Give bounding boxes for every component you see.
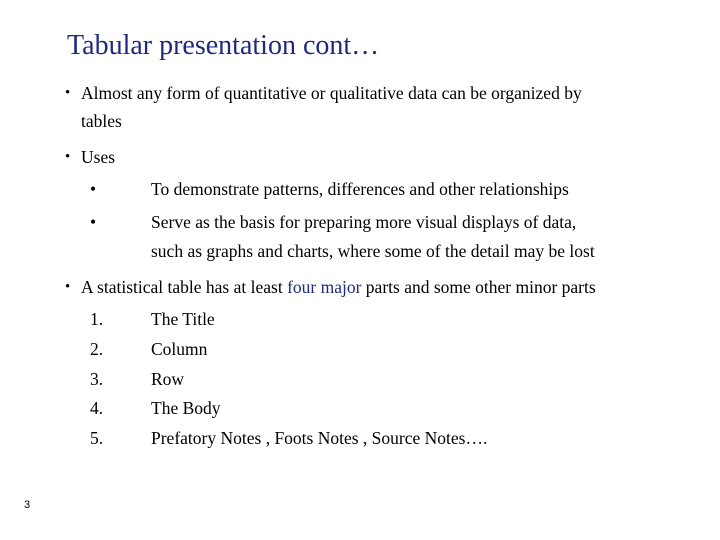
uses-item-text: To demonstrate patterns, differences and other relationships xyxy=(151,179,569,199)
bullet-dot-icon: • xyxy=(65,85,71,101)
item-text: The Title xyxy=(151,309,215,329)
slide-title: Tabular presentation cont… xyxy=(67,30,380,61)
uses-item-text-line1: Serve as the basis for preparing more visual displays of data, xyxy=(151,212,577,232)
table-part-item xyxy=(90,305,691,334)
uses-item-patterns xyxy=(90,175,691,204)
sub-bullet-dot-icon: • xyxy=(90,179,97,199)
item-text: The Body xyxy=(151,398,221,418)
item-number: 5. xyxy=(90,428,104,448)
bullet-text-pre: A statistical table has at least xyxy=(81,277,288,297)
uses-item-visual-displays xyxy=(90,208,691,266)
highlight-four-major: four major xyxy=(287,277,362,297)
item-number: 1. xyxy=(90,309,104,329)
table-part-item xyxy=(90,365,691,394)
item-number: 2. xyxy=(90,339,104,359)
bullet-text xyxy=(65,274,681,301)
item-number: 3. xyxy=(90,369,104,389)
bullet-data-organized xyxy=(65,80,671,107)
table-part-item xyxy=(90,394,691,423)
sub-bullet-dot-icon: • xyxy=(90,212,97,232)
bullet-text: Uses xyxy=(81,147,116,167)
table-part-item xyxy=(90,424,691,453)
item-text: Column xyxy=(151,339,208,359)
bullet-text-post: parts and some other minor parts xyxy=(361,277,596,297)
item-text: Prefatory Notes , Foots Notes , Source Notes…. xyxy=(151,428,488,448)
table-part-item xyxy=(90,335,691,364)
bullet-statistical-table xyxy=(65,274,681,301)
page-number: 3 xyxy=(24,499,31,511)
bullet-dot-icon: • xyxy=(65,149,71,165)
bullet-text: Almost any form of quantitative or qualitative data can be organized by xyxy=(81,83,582,103)
item-text: Row xyxy=(151,369,185,389)
bullet-uses xyxy=(65,144,681,171)
bullet-text-continued: tables xyxy=(81,111,122,131)
item-number: 4. xyxy=(90,398,104,418)
uses-item-text-line2: such as graphs and charts, where some of the detail may be lost xyxy=(151,241,595,261)
bullet-dot-icon: • xyxy=(65,279,71,295)
